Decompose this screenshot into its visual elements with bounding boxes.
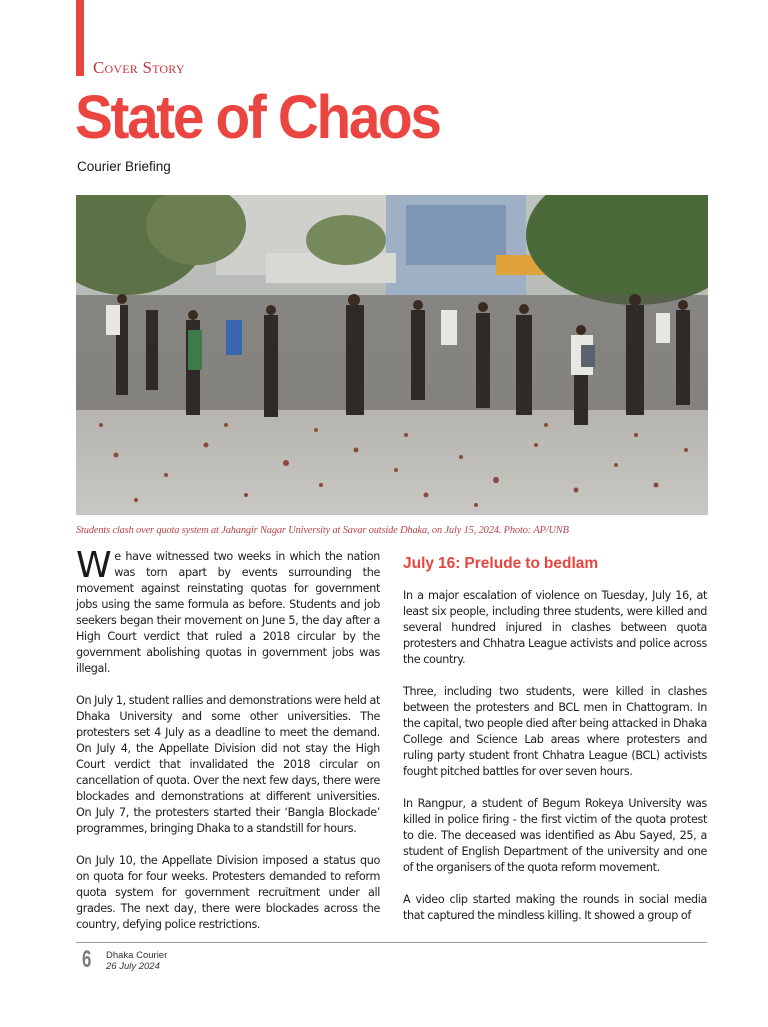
article-paragraph: Three, including two students, were killed in clashes between the protesters and BCL men in Chattogram. In the capital, two people died after being attacked in Dhaka College and Science Lab areas where protesters and ruling party student front Chhatra League (BCL) activists fought pitched battles for over seven hours. (403, 685, 707, 778)
article-paragraph: On July 10, the Appellate Division imposed a status quo on quota for four weeks. Protesters demanded to reform quota system for government recruitment under all grades. The next day, there were blockades across the country, defying police restrictions. (76, 854, 380, 931)
issue-date: 26 July 2024 (106, 961, 160, 972)
section-kicker: Cover Story (93, 58, 185, 77)
article-paragraph: We have witnessed two weeks in which the nation was torn apart by events surrounding the movement against reinstating quotas for government jobs using the same formula as before. Students and job seekers began their movement on June 5, the day after a High Court verdict that ruled a 2018 circular by the government abolishing quotas in government jobs was illegal. (76, 545, 380, 675)
article-headline: State of Chaos (75, 83, 440, 151)
section-accent-bar (76, 0, 84, 76)
publication-name: Dhaka Courier (106, 950, 168, 961)
article-column-right (403, 549, 707, 940)
photo-caption: Students clash over quota system at Jahangir Nagar University at Savar outside Dhaka, on July 15, 2024. Photo: AP/UNB (76, 525, 569, 536)
article-byline: Courier Briefing (77, 159, 171, 174)
article-paragraph: A video clip started making the rounds in social media that captured the mindless killing. It showed a group of (403, 893, 707, 922)
article-column-left (76, 545, 380, 949)
page-number: 6 (82, 946, 92, 973)
footer-divider (76, 942, 707, 943)
section-subhead: July 16: Prelude to bedlam (403, 555, 599, 572)
lead-photo (76, 195, 708, 515)
article-paragraph: On July 1, student rallies and demonstrations were held at Dhaka University and some other universities. The protesters set 4 July as a deadline to meet the demand. On July 4, the Appellate Division did not stay the High Court verdict that invalidated the 2018 circular on cancellation of quota. Over the next few days, there were blockades and demonstrations at different universities. On July 7, the protesters started their ‘Bangla Blockade’ programmes, bringing Dhaka to a standstill for hours. (76, 694, 380, 835)
drop-cap: W (76, 545, 112, 586)
article-paragraph: In a major escalation of violence on Tuesday, July 16, at least six people, including three students, were killed and several hundred injured in clashes between quota protesters and Chhatra League activists and police across the country. (403, 589, 707, 666)
article-paragraph: In Rangpur, a student of Begum Rokeya University was killed in police firing - the first victim of the quota protest to die. The deceased was identified as Abu Sayed, 25, a student of English Department of the university and one of the organisers of the quota reform movement. (403, 797, 707, 874)
